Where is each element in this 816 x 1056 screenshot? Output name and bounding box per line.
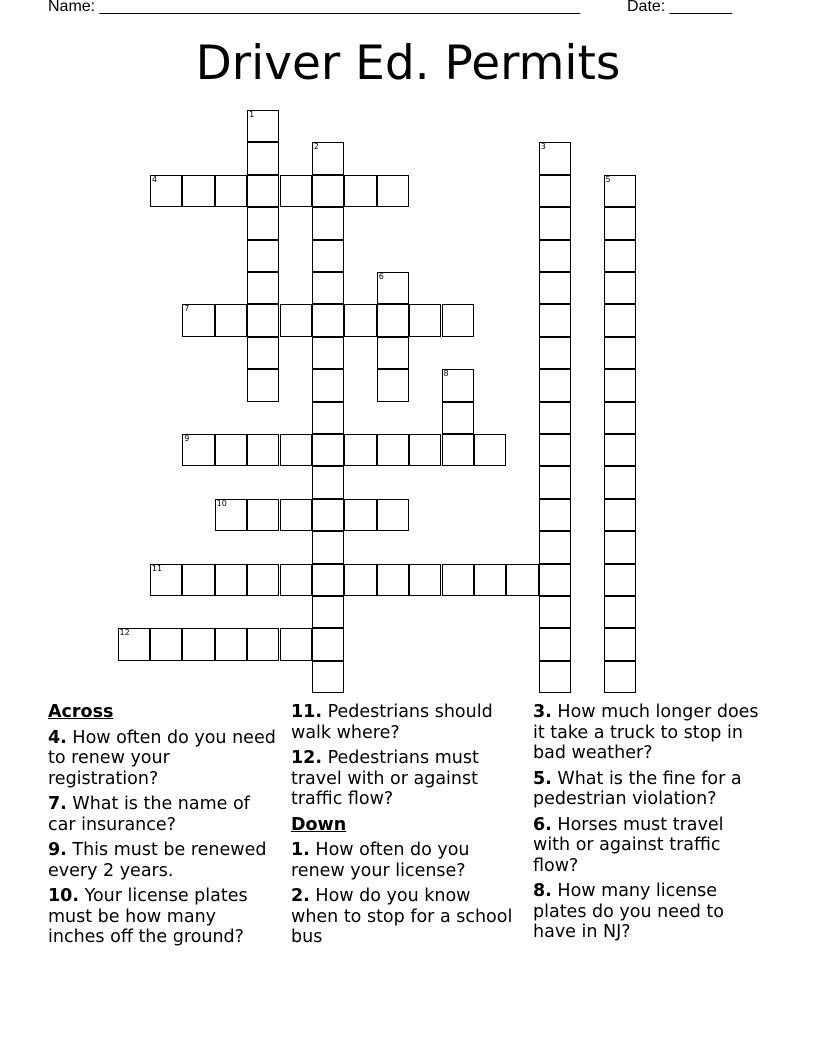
crossword-cell[interactable] bbox=[539, 175, 571, 207]
crossword-cell[interactable] bbox=[539, 531, 571, 563]
crossword-cell[interactable] bbox=[280, 434, 312, 466]
crossword-cell[interactable] bbox=[247, 207, 279, 239]
crossword-cell[interactable] bbox=[312, 564, 344, 596]
clue-text: How do you know when to stop for a school bus bbox=[291, 886, 513, 947]
crossword-cell[interactable] bbox=[604, 337, 636, 369]
crossword-cell[interactable] bbox=[506, 564, 538, 596]
crossword-cell[interactable] bbox=[442, 402, 474, 434]
crossword-cell[interactable] bbox=[539, 434, 571, 466]
crossword-cell[interactable] bbox=[215, 628, 247, 660]
crossword-cell[interactable] bbox=[247, 337, 279, 369]
crossword-cell[interactable] bbox=[247, 369, 279, 401]
down-heading: Down bbox=[291, 814, 347, 835]
across-heading: Across bbox=[48, 702, 114, 722]
crossword-cell[interactable] bbox=[247, 304, 279, 336]
date-field-label: Date: _______ bbox=[627, 0, 732, 15]
clue-text: Your license plates must be how many inches off the ground? bbox=[48, 886, 248, 947]
clue-number-label: 10 bbox=[216, 498, 227, 508]
crossword-cell[interactable] bbox=[377, 337, 409, 369]
crossword-cell[interactable] bbox=[312, 304, 344, 336]
crossword-cell[interactable] bbox=[247, 175, 279, 207]
crossword-cell[interactable] bbox=[344, 175, 376, 207]
clue-text: How often do you renew your license? bbox=[291, 840, 470, 881]
clue-number-label: 3 bbox=[540, 142, 546, 152]
crossword-cell[interactable] bbox=[280, 304, 312, 336]
clue-down-5 bbox=[533, 769, 763, 810]
crossword-cell[interactable] bbox=[118, 628, 150, 660]
crossword-cell[interactable] bbox=[377, 434, 409, 466]
crossword-cell[interactable] bbox=[604, 499, 636, 531]
crossword-cell[interactable] bbox=[604, 369, 636, 401]
crossword-cell[interactable] bbox=[539, 142, 571, 174]
crossword-cell[interactable] bbox=[377, 369, 409, 401]
crossword-cell[interactable] bbox=[150, 564, 182, 596]
clue-number: 2. bbox=[291, 886, 310, 906]
clue-number: 5. bbox=[533, 768, 552, 789]
crossword-cell[interactable] bbox=[442, 369, 474, 401]
crossword-cell[interactable] bbox=[247, 240, 279, 272]
crossword-cell[interactable] bbox=[247, 110, 279, 142]
name-field-label: Name: ______________________________________________________ bbox=[48, 0, 581, 15]
crossword-cell[interactable] bbox=[312, 369, 344, 401]
crossword-cell[interactable] bbox=[182, 564, 214, 596]
crossword-cell[interactable] bbox=[604, 434, 636, 466]
crossword-cell[interactable] bbox=[247, 499, 279, 531]
crossword-cell[interactable] bbox=[539, 207, 571, 239]
clue-across-11 bbox=[291, 702, 521, 743]
crossword-cell[interactable] bbox=[604, 661, 636, 693]
crossword-cell[interactable] bbox=[247, 628, 279, 660]
crossword-cell[interactable] bbox=[182, 434, 214, 466]
crossword-cell[interactable] bbox=[604, 628, 636, 660]
crossword-cell[interactable] bbox=[344, 499, 376, 531]
crossword-cell[interactable] bbox=[539, 466, 571, 498]
clue-down-2 bbox=[291, 886, 521, 948]
crossword-cell[interactable] bbox=[604, 596, 636, 628]
crossword-cell[interactable] bbox=[442, 564, 474, 596]
clue-number: 10. bbox=[48, 886, 80, 906]
clue-text: How often do you need to renew your registration? bbox=[48, 727, 276, 789]
crossword-cell[interactable] bbox=[312, 402, 344, 434]
clue-text: Horses must travel with or against traffic flow? bbox=[533, 814, 724, 876]
clue-across-7 bbox=[48, 794, 278, 835]
crossword-cell[interactable] bbox=[280, 628, 312, 660]
crossword-cell[interactable] bbox=[215, 304, 247, 336]
crossword-cell[interactable] bbox=[344, 304, 376, 336]
clue-text: What is the name of car insurance? bbox=[48, 794, 250, 835]
clue-number: 11. bbox=[291, 702, 323, 722]
clue-number: 4. bbox=[48, 727, 67, 748]
crossword-cell[interactable] bbox=[312, 272, 344, 304]
crossword-cell[interactable] bbox=[182, 175, 214, 207]
clue-down-1 bbox=[291, 840, 521, 881]
clue-down-3 bbox=[533, 702, 763, 764]
crossword-cell[interactable] bbox=[377, 564, 409, 596]
clue-text: Pedestrians must travel with or against traffic flow? bbox=[291, 748, 479, 809]
crossword-cell[interactable] bbox=[312, 175, 344, 207]
clue-number: 1. bbox=[291, 840, 310, 860]
crossword-cell[interactable] bbox=[442, 304, 474, 336]
crossword-cell[interactable] bbox=[312, 628, 344, 660]
clue-number: 9. bbox=[48, 840, 67, 860]
clue-number-label: 7 bbox=[184, 304, 190, 314]
clue-number: 7. bbox=[48, 794, 67, 814]
clue-number-label: 4 bbox=[151, 174, 157, 184]
crossword-cell[interactable] bbox=[215, 564, 247, 596]
clues-column-1 bbox=[48, 702, 278, 953]
crossword-cell[interactable] bbox=[604, 466, 636, 498]
crossword-cell[interactable] bbox=[312, 240, 344, 272]
crossword-cell[interactable] bbox=[312, 499, 344, 531]
crossword-cell[interactable] bbox=[280, 175, 312, 207]
clue-text: This must be renewed every 2 years. bbox=[48, 840, 267, 881]
crossword-cell[interactable] bbox=[474, 434, 506, 466]
crossword-cell[interactable] bbox=[409, 564, 441, 596]
crossword-cell[interactable] bbox=[539, 337, 571, 369]
crossword-cell[interactable] bbox=[280, 499, 312, 531]
clue-number: 6. bbox=[533, 814, 552, 835]
clue-down-6 bbox=[533, 815, 763, 877]
crossword-cell[interactable] bbox=[409, 304, 441, 336]
crossword-cell[interactable] bbox=[377, 304, 409, 336]
crossword-cell[interactable] bbox=[215, 175, 247, 207]
crossword-cell[interactable] bbox=[539, 564, 571, 596]
crossword-cell[interactable] bbox=[247, 272, 279, 304]
clue-across-12 bbox=[291, 748, 521, 810]
crossword-cell[interactable] bbox=[539, 240, 571, 272]
crossword-cell[interactable] bbox=[247, 434, 279, 466]
clue-text: How many license plates do you need to have in NJ? bbox=[533, 881, 724, 942]
clue-number-label: 1 bbox=[249, 110, 255, 119]
crossword-cell[interactable] bbox=[312, 207, 344, 239]
crossword-cell[interactable] bbox=[539, 596, 571, 628]
clues-column-2 bbox=[291, 702, 521, 953]
clue-across-4 bbox=[48, 728, 278, 790]
crossword-cell[interactable] bbox=[312, 531, 344, 563]
clue-number: 8. bbox=[533, 881, 552, 901]
crossword-cell[interactable] bbox=[377, 499, 409, 531]
crossword-cell[interactable] bbox=[344, 564, 376, 596]
crossword-cell[interactable] bbox=[539, 628, 571, 660]
crossword-cell[interactable] bbox=[182, 304, 214, 336]
crossword-cell[interactable] bbox=[604, 175, 636, 207]
crossword-cell[interactable] bbox=[150, 628, 182, 660]
clue-number-label: 6 bbox=[378, 272, 384, 281]
crossword-cell[interactable] bbox=[280, 564, 312, 596]
crossword-cell[interactable] bbox=[182, 628, 214, 660]
crossword-cell[interactable] bbox=[604, 304, 636, 336]
clues-column-3 bbox=[533, 702, 763, 948]
crossword-cell[interactable] bbox=[409, 434, 441, 466]
clue-number-label: 9 bbox=[184, 434, 190, 443]
clue-number: 3. bbox=[533, 702, 552, 722]
crossword-cell[interactable] bbox=[474, 564, 506, 596]
clue-number: 12. bbox=[291, 748, 323, 768]
crossword-cell[interactable] bbox=[312, 434, 344, 466]
crossword-cell[interactable] bbox=[312, 661, 344, 693]
crossword-cell[interactable] bbox=[539, 499, 571, 531]
clue-across-10 bbox=[48, 886, 278, 948]
crossword-cell[interactable] bbox=[247, 564, 279, 596]
clue-number-label: 12 bbox=[119, 628, 130, 638]
crossword-cell[interactable] bbox=[539, 661, 571, 693]
crossword-cell[interactable] bbox=[604, 402, 636, 434]
crossword-cell[interactable] bbox=[377, 175, 409, 207]
crossword-cell[interactable] bbox=[312, 142, 344, 174]
crossword-cell[interactable] bbox=[539, 272, 571, 304]
clue-text: Pedestrians should walk where? bbox=[291, 702, 493, 743]
clue-number-label: 11 bbox=[151, 563, 163, 573]
crossword-cell[interactable] bbox=[312, 337, 344, 369]
clue-number-label: 5 bbox=[605, 174, 611, 184]
crossword-cell[interactable] bbox=[215, 499, 247, 531]
crossword-cell[interactable] bbox=[604, 240, 636, 272]
clue-across-9 bbox=[48, 840, 278, 881]
crossword-cell[interactable] bbox=[604, 531, 636, 563]
clue-down-8 bbox=[533, 881, 763, 943]
crossword-cell[interactable] bbox=[312, 466, 344, 498]
crossword-cell[interactable] bbox=[344, 434, 376, 466]
crossword-cell[interactable] bbox=[604, 207, 636, 239]
crossword-cell[interactable] bbox=[215, 434, 247, 466]
clue-text: What is the fine for a pedestrian violation? bbox=[533, 768, 742, 809]
crossword-cell[interactable] bbox=[539, 402, 571, 434]
clue-text: How much longer does it take a truck to stop in bad weather? bbox=[533, 702, 759, 763]
crossword-cell[interactable] bbox=[604, 564, 636, 596]
crossword-cell[interactable] bbox=[539, 369, 571, 401]
crossword-cell[interactable] bbox=[604, 272, 636, 304]
crossword-cell[interactable] bbox=[539, 304, 571, 336]
crossword-cell[interactable] bbox=[377, 272, 409, 304]
clue-number-label: 8 bbox=[443, 369, 449, 379]
crossword-cell[interactable] bbox=[150, 175, 182, 207]
clue-number-label: 2 bbox=[313, 142, 319, 152]
crossword-cell[interactable] bbox=[247, 142, 279, 174]
crossword-cell[interactable] bbox=[312, 596, 344, 628]
crossword-cell[interactable] bbox=[442, 434, 474, 466]
page-title: Driver Ed. Permits bbox=[195, 36, 621, 91]
